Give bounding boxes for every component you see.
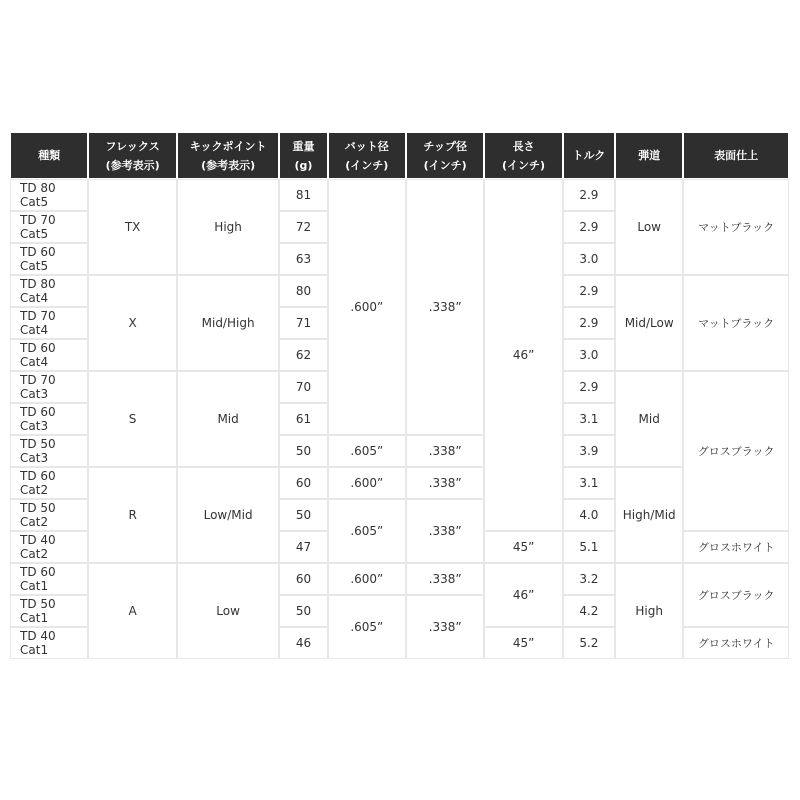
weight-cell: 62 <box>280 340 326 370</box>
weight-cell: 72 <box>280 212 326 242</box>
model-cell: TD 50 Cat1 <box>11 596 87 626</box>
header-kick-label: キックポイント <box>189 139 267 153</box>
finish-cell: グロスホワイト <box>684 532 788 562</box>
weight-cell: 71 <box>280 308 326 338</box>
torque-cell: 5.1 <box>564 532 614 562</box>
finish-cell: グロスブラック <box>684 564 788 626</box>
header-tip-sub: (インチ) <box>423 158 467 172</box>
header-flex <box>89 133 175 178</box>
header-length-label: 長さ <box>512 139 535 153</box>
header-weight <box>280 133 326 178</box>
trajectory-cell: Low <box>616 180 682 274</box>
finish-cell: グロスホワイト <box>684 628 788 658</box>
tip-cell: .338” <box>407 468 483 498</box>
torque-cell: 3.1 <box>564 468 614 498</box>
header-flex-sub: (参考表示) <box>105 158 160 172</box>
flex-cell: TX <box>89 180 175 274</box>
model-cell: TD 50 Cat2 <box>11 500 87 530</box>
table-row <box>11 468 788 498</box>
torque-cell: 5.2 <box>564 628 614 658</box>
kick-cell: High <box>178 180 279 274</box>
length-cell: 45” <box>485 532 561 562</box>
shaft-spec-table <box>9 131 790 660</box>
model-cell: TD 40 Cat1 <box>11 628 87 658</box>
length-cell: 46” <box>485 564 561 626</box>
header-finish: 表面仕上 <box>684 133 788 178</box>
kick-cell: Mid <box>178 372 279 466</box>
weight-cell: 50 <box>280 436 326 466</box>
torque-cell: 2.9 <box>564 180 614 210</box>
header-model: 種類 <box>11 133 87 178</box>
model-cell: TD 60 Cat2 <box>11 468 87 498</box>
model-cell: TD 60 Cat3 <box>11 404 87 434</box>
torque-cell: 3.2 <box>564 564 614 594</box>
weight-cell: 63 <box>280 244 326 274</box>
length-cell: 45” <box>485 628 561 658</box>
header-torque: トルク <box>564 133 614 178</box>
trajectory-cell: Mid/Low <box>616 276 682 370</box>
header-weight-label: 重量 <box>292 139 315 153</box>
weight-cell: 60 <box>280 468 326 498</box>
butt-cell: .605” <box>329 500 405 562</box>
torque-cell: 3.0 <box>564 340 614 370</box>
butt-cell: .600” <box>329 468 405 498</box>
model-cell: TD 70 Cat5 <box>11 212 87 242</box>
model-cell: TD 70 Cat4 <box>11 308 87 338</box>
table-row <box>11 180 788 210</box>
flex-cell: A <box>89 564 175 658</box>
table-row <box>11 564 788 594</box>
weight-cell: 46 <box>280 628 326 658</box>
header-tip <box>407 133 483 178</box>
butt-cell: .600” <box>329 564 405 594</box>
header-butt <box>329 133 405 178</box>
tip-cell: .338” <box>407 596 483 658</box>
finish-cell: マットブラック <box>684 276 788 370</box>
header-row <box>11 133 788 178</box>
tip-cell: .338” <box>407 180 483 434</box>
weight-cell: 61 <box>280 404 326 434</box>
torque-cell: 4.2 <box>564 596 614 626</box>
trajectory-cell: Mid <box>616 372 682 466</box>
weight-cell: 60 <box>280 564 326 594</box>
model-cell: TD 70 Cat3 <box>11 372 87 402</box>
header-trajectory: 弾道 <box>616 133 682 178</box>
model-cell: TD 40 Cat2 <box>11 532 87 562</box>
butt-cell: .605” <box>329 436 405 466</box>
kick-cell: Mid/High <box>178 276 279 370</box>
butt-cell: .605” <box>329 596 405 658</box>
model-cell: TD 50 Cat3 <box>11 436 87 466</box>
torque-cell: 2.9 <box>564 212 614 242</box>
tip-cell: .338” <box>407 500 483 562</box>
torque-cell: 3.9 <box>564 436 614 466</box>
header-butt-label: バット径 <box>344 139 389 153</box>
weight-cell: 50 <box>280 500 326 530</box>
model-cell: TD 80 Cat4 <box>11 276 87 306</box>
weight-cell: 80 <box>280 276 326 306</box>
flex-cell: X <box>89 276 175 370</box>
header-tip-label: チップ径 <box>423 139 468 153</box>
header-flex-label: フレックス <box>105 139 160 153</box>
torque-cell: 2.9 <box>564 308 614 338</box>
flex-cell: S <box>89 372 175 466</box>
model-cell: TD 60 Cat5 <box>11 244 87 274</box>
length-cell: 46” <box>485 180 561 530</box>
weight-cell: 50 <box>280 596 326 626</box>
model-cell: TD 80 Cat5 <box>11 180 87 210</box>
tip-cell: .338” <box>407 564 483 594</box>
kick-cell: Low <box>178 564 279 658</box>
weight-cell: 47 <box>280 532 326 562</box>
butt-cell: .600” <box>329 180 405 434</box>
weight-cell: 70 <box>280 372 326 402</box>
flex-cell: R <box>89 468 175 562</box>
header-kick-sub: (参考表示) <box>201 158 256 172</box>
finish-cell: グロスブラック <box>684 372 788 530</box>
finish-cell: マットブラック <box>684 180 788 274</box>
header-length-sub: (インチ) <box>502 158 546 172</box>
kick-cell: Low/Mid <box>178 468 279 562</box>
model-cell: TD 60 Cat1 <box>11 564 87 594</box>
trajectory-cell: High/Mid <box>616 468 682 562</box>
model-cell: TD 60 Cat4 <box>11 340 87 370</box>
header-weight-sub: (g) <box>294 158 313 172</box>
torque-cell: 2.9 <box>564 372 614 402</box>
header-length <box>485 133 561 178</box>
torque-cell: 2.9 <box>564 276 614 306</box>
torque-cell: 3.0 <box>564 244 614 274</box>
tip-cell: .338” <box>407 436 483 466</box>
header-butt-sub: (インチ) <box>345 158 389 172</box>
torque-cell: 3.1 <box>564 404 614 434</box>
trajectory-cell: High <box>616 564 682 658</box>
weight-cell: 81 <box>280 180 326 210</box>
torque-cell: 4.0 <box>564 500 614 530</box>
header-kick <box>178 133 279 178</box>
